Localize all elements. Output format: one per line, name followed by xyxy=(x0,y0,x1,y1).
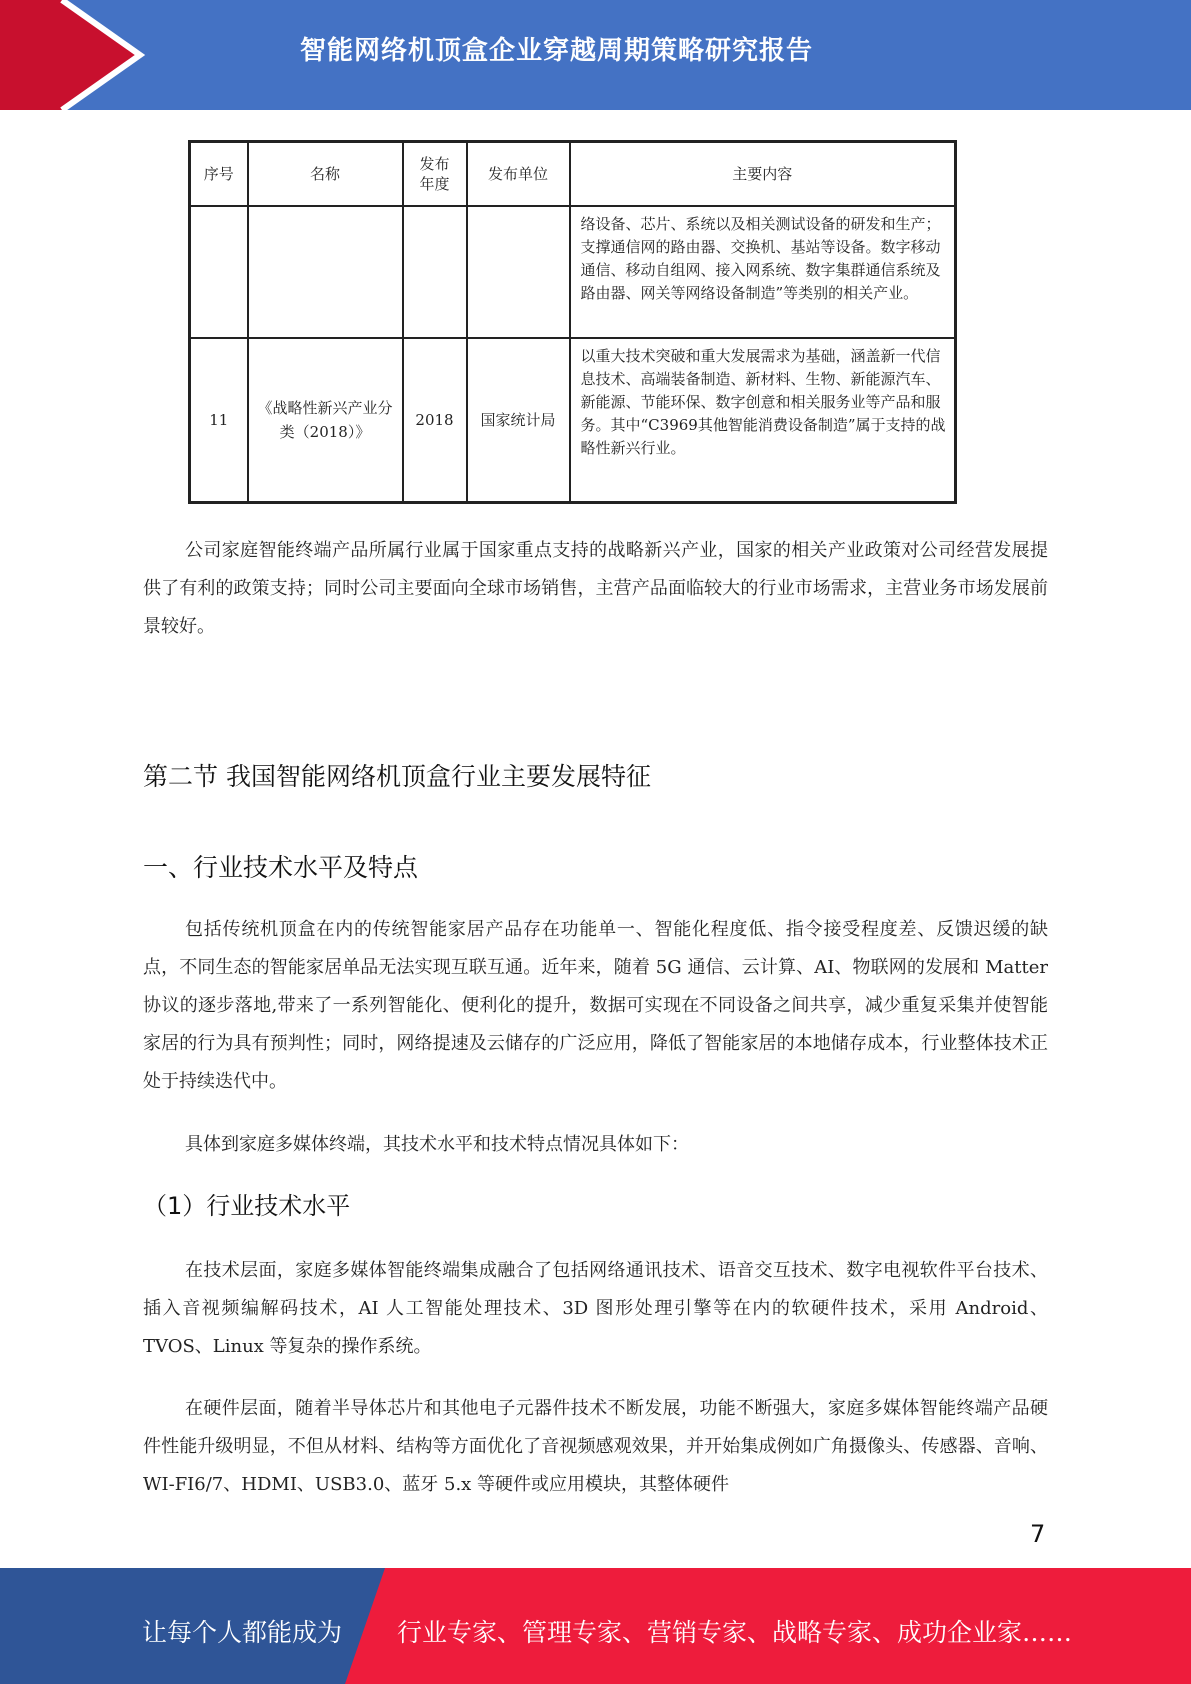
paragraph: 包括传统机顶盒在内的传统智能家居产品存在功能单一、智能化程度低、指令接受程度差、反馈迟缓的缺点，不同生态的智能家居单品无法实现互联互通。近年来，随着 5G 通信、云计算、AI、物联网的发展和 Matter 协议的逐步落地,带来了一系列智能化、便利化的提升，数据可实现在不同设备之间共享，减少重复采集并使智能家居的行为具有预判性；同时，网络提速及云储存的广泛应用，降低了智能家居的本地储存成本，行业整体技术正处于持续迭代中。 xyxy=(143,919,1048,1092)
cell-no xyxy=(190,206,248,338)
table-row xyxy=(190,206,956,338)
report-title: 智能网络机顶盒企业穿越周期策略研究报告 xyxy=(300,36,814,66)
cell-issuer: 国家统计局 xyxy=(467,338,570,503)
header-content: 主要内容 xyxy=(570,142,956,207)
paragraph: 公司家庭智能终端产品所属行业属于国家重点支持的战略新兴产业，国家的相关产业政策对公司经营发展提供了有利的政策支持；同时公司主要面向全球市场销售，主营产品面临较大的行业市场需求，主营业务市场发展前景较好。 xyxy=(143,540,1048,637)
paragraph: 具体到家庭多媒体终端，其技术水平和技术特点情况具体如下： xyxy=(185,1134,689,1155)
paragraph: 在技术层面，家庭多媒体智能终端集成融合了包括网络通讯技术、语音交互技术、数字电视软件平台技术、插入音视频编解码技术，AI 人工智能处理技术、3D 图形处理引擎等在内的软硬件技术，采用 Android、TVOS、Linux 等复杂的操作系统。 xyxy=(143,1260,1048,1357)
header-year-line2: 年度 xyxy=(419,175,450,193)
footer-slogan-right: 行业专家、管理专家、营销专家、战略专家、成功企业家…… xyxy=(397,1618,1073,1647)
page-header xyxy=(0,0,1191,110)
table-row xyxy=(190,338,956,503)
footer-slogan-left: 让每个人都能成为 xyxy=(142,1618,343,1647)
cell-year xyxy=(403,206,467,338)
header-no: 序号 xyxy=(190,142,248,207)
policy-table xyxy=(188,140,957,504)
header-arrow-icon xyxy=(0,0,160,110)
subsection-title: 一、行业技术水平及特点 xyxy=(143,853,419,882)
section-title: 第二节 我国智能网络机顶盒行业主要发展特征 xyxy=(143,762,651,791)
cell-issuer xyxy=(467,206,570,338)
header-name: 名称 xyxy=(248,142,403,207)
cell-year: 2018 xyxy=(403,338,467,503)
subsubsection-title: （1）行业技术水平 xyxy=(143,1192,351,1220)
table-header-row xyxy=(190,142,956,207)
cell-name: 《战略性新兴产业分类（2018）》 xyxy=(248,338,403,503)
cell-content: 以重大技术突破和重大发展需求为基础，涵盖新一代信息技术、高端装备制造、新材料、生物、新能源汽车、新能源、节能环保、数字创意和相关服务业等产品和服务。其中“C3969其他智能消费设备制造”属于支持的战略性新兴行业。 xyxy=(570,338,956,503)
page-number: 7 xyxy=(1030,1520,1046,1548)
header-issuer: 发布单位 xyxy=(467,142,570,207)
page-footer xyxy=(0,1568,1191,1684)
header-year-line1: 发布 xyxy=(419,155,450,173)
cell-no: 11 xyxy=(190,338,248,503)
cell-name xyxy=(248,206,403,338)
header-year xyxy=(403,142,467,207)
cell-content: 络设备、芯片、系统以及相关测试设备的研发和生产；支撑通信网的路由器、交换机、基站等设备。数字移动通信、移动自组网、接入网系统、数字集群通信系统及路由器、网关等网络设备制造”等类别的相关产业。 xyxy=(570,206,956,338)
paragraph: 在硬件层面，随着半导体芯片和其他电子元器件技术不断发展，功能不断强大，家庭多媒体智能终端产品硬件性能升级明显，不但从材料、结构等方面优化了音视频感观效果，并开始集成例如广角摄像头、传感器、音响、WI-FI6/7、HDMI、USB3.0、蓝牙 5.x 等硬件或应用模块，其整体硬件 xyxy=(143,1398,1048,1495)
